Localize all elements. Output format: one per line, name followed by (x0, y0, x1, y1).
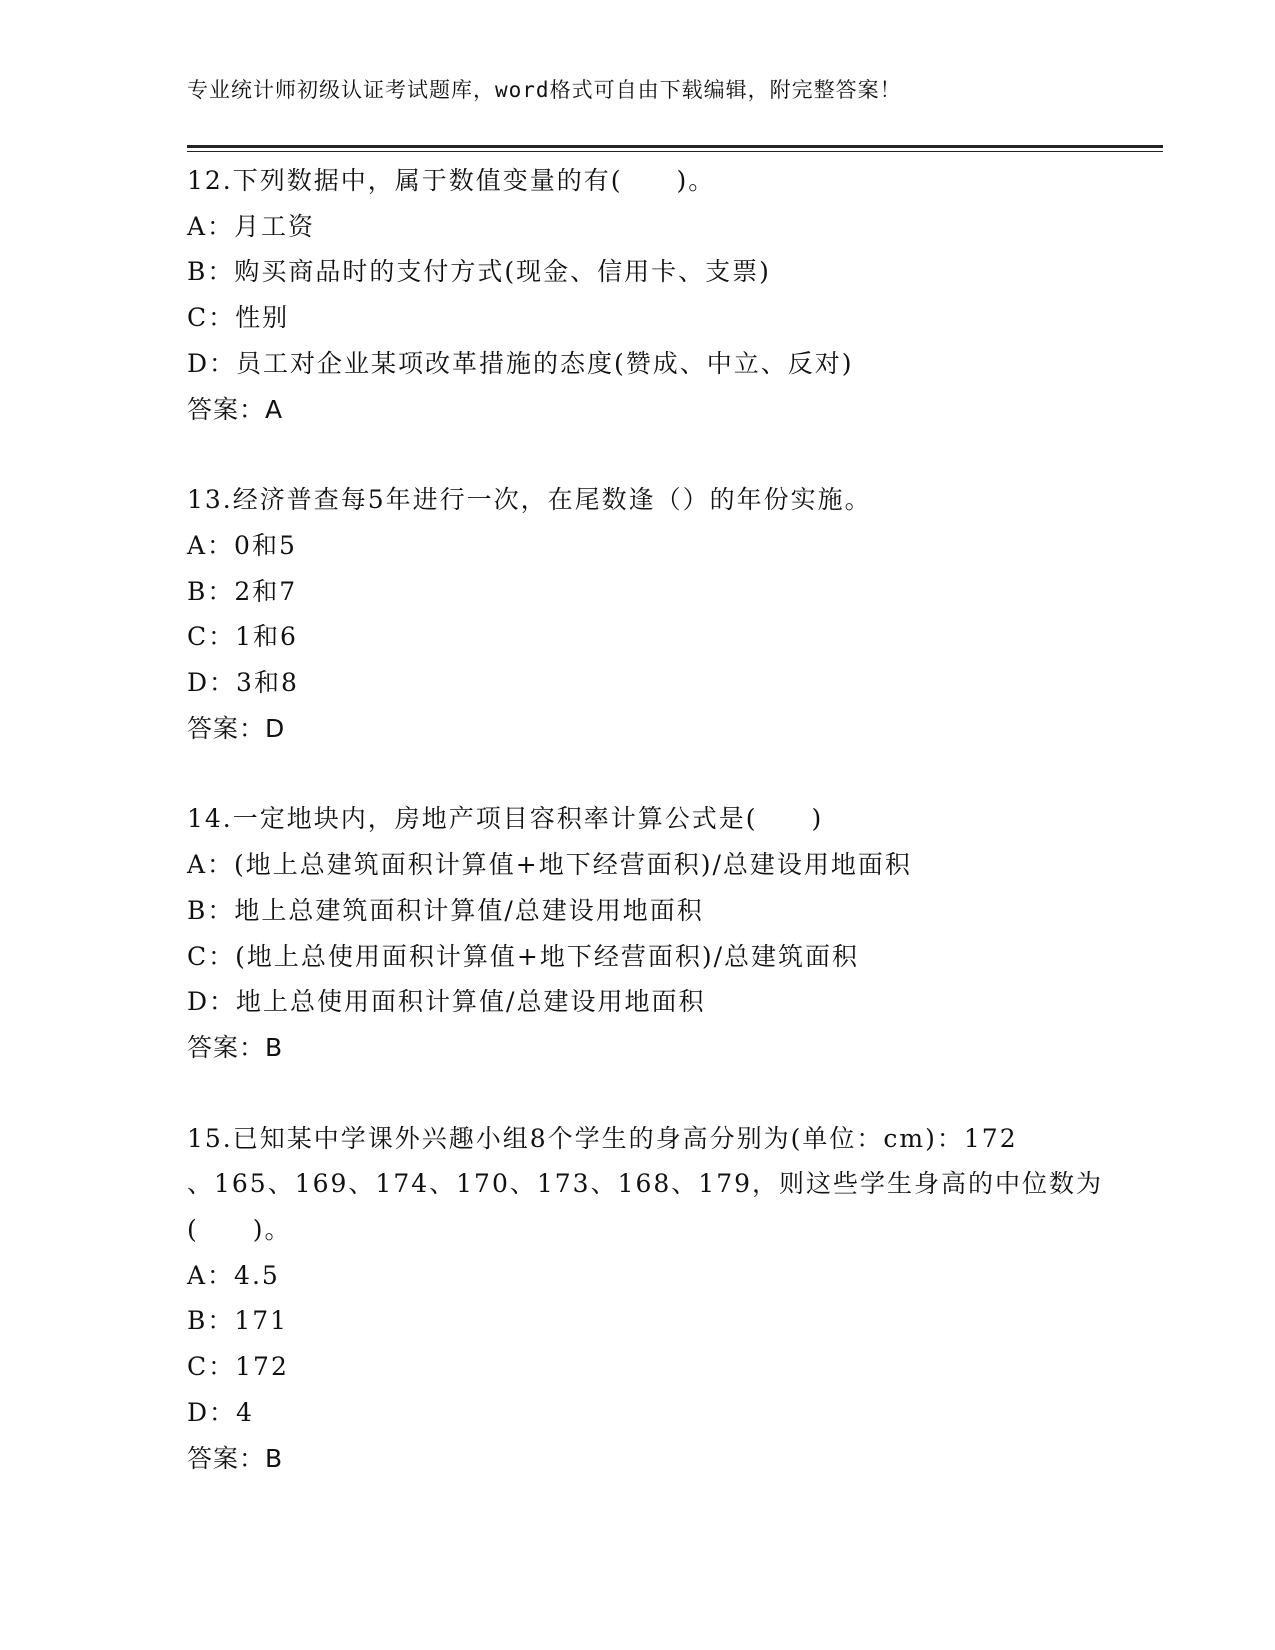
option-b: B：171 (187, 1306, 289, 1336)
option-d: D：3和8 (187, 668, 299, 698)
option-b: B：购买商品时的支付方式(现金、信用卡、支票) (187, 257, 771, 287)
option-c: C：172 (187, 1352, 289, 1382)
page-header: 专业统计师初级认证考试题库，word格式可自由下载编辑，附完整答案！ (187, 78, 902, 102)
question-12 (187, 158, 1087, 432)
option-c: C：(地上总使用面积计算值+地下经营面积)/总建筑面积 (187, 941, 860, 971)
option-d: D：4 (187, 1397, 254, 1427)
answer-label: 答案：B (187, 1032, 284, 1062)
question-stem: 13.经济普查每5年进行一次，在尾数逢（）的年份实施。 (187, 485, 872, 515)
question-stem-line-3: ( )。 (187, 1215, 292, 1245)
option-b: B：地上总建筑面积计算值/总建设用地面积 (187, 895, 704, 925)
answer-label: 答案：D (187, 713, 286, 743)
question-15 (187, 1116, 1104, 1482)
answer-label: 答案：A (187, 394, 284, 424)
answer-label: 答案：B (187, 1443, 284, 1473)
header-rule-thin (187, 151, 1163, 152)
option-a: A：4.5 (187, 1260, 280, 1290)
option-c: C：性别 (187, 303, 290, 333)
question-13 (187, 477, 1087, 751)
option-a: A：月工资 (187, 211, 316, 241)
header-rule-thick (187, 145, 1163, 148)
option-a: A：(地上总建筑面积计算值+地下经营面积)/总建设用地面积 (187, 850, 912, 880)
question-stem-line-1: 15.已知某中学课外兴趣小组8个学生的身高分别为(单位：cm)：172 (187, 1123, 1018, 1153)
question-stem: 14.一定地块内，房地产项目容积率计算公式是( ) (187, 804, 824, 834)
question-list (187, 158, 1104, 1526)
option-b: B：2和7 (187, 576, 298, 606)
question-stem: 12.下列数据中，属于数值变量的有( )。 (187, 166, 716, 195)
question-14 (187, 796, 1087, 1070)
option-c: C：1和6 (187, 622, 298, 652)
question-stem-line-2: 、165、169、174、170、173、168、179，则这些学生身高的中位数为 (187, 1169, 1104, 1199)
option-d: D：员工对企业某项改革措施的态度(赞成、中立、反对) (187, 348, 854, 378)
option-a: A：0和5 (187, 530, 297, 560)
option-d: D：地上总使用面积计算值/总建设用地面积 (187, 987, 706, 1017)
